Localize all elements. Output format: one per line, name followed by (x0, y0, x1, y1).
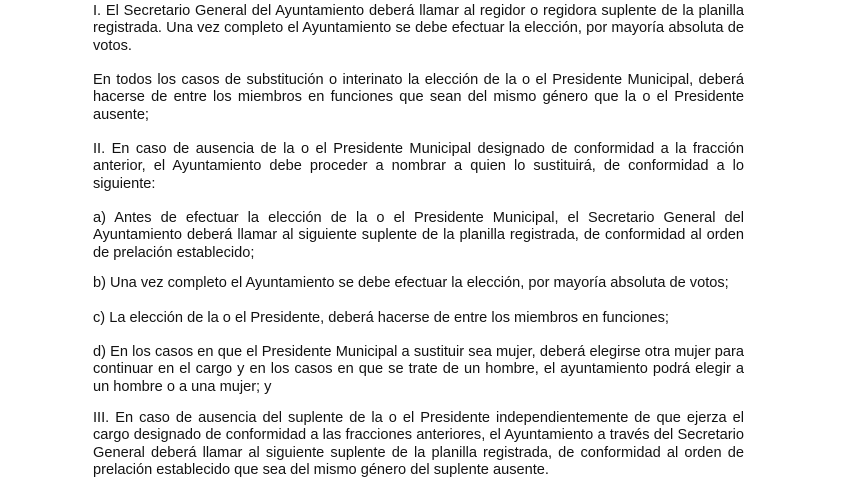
paragraph-inciso-a: a) Antes de efectuar la elección de la o el Presidente Municipal, el Secretario General del Ayuntamiento deberá llamar al siguiente suplente de la planilla registrada, de conformidad al orden de prelación establecido; (93, 210, 744, 261)
paragraph-fraccion-ii: II. En caso de ausencia de la o el Presidente Municipal designado de conformidad a la fracción anterior, el Ayuntamiento debe proceder a nombrar a quien lo sustituirá, de conformidad a lo siguiente: (93, 141, 744, 192)
paragraph-substitucion: En todos los casos de substitución o interinato la elección de la o el Presidente Municipal, deberá hacerse de entre los miembros en funciones que sean del mismo género que la o el Presidente ausente; (93, 72, 744, 123)
paragraph-inciso-b: b) Una vez completo el Ayuntamiento se debe efectuar la elección, por mayoría absoluta de votos; (93, 275, 729, 291)
paragraph-inciso-d: d) En los casos en que el Presidente Municipal a sustituir sea mujer, deberá elegirse otra mujer para continuar en el cargo y en los casos en que se trate de un hombre, el ayuntamiento podrá elegir a un hombre o a una mujer; y (93, 344, 744, 395)
paragraph-fraccion-i: I. El Secretario General del Ayuntamiento deberá llamar al regidor o regidora suplente de la planilla registrada. Una vez completo el Ayuntamiento se debe efectuar la elección, por mayoría absoluta de votos. (93, 3, 744, 54)
paragraph-fraccion-iii: III. En caso de ausencia del suplente de la o el Presidente independientemente de que ejerza el cargo designado de conformidad a las fracciones anteriores, el Ayuntamiento a través del Secretario General deberá llamar al siguiente suplente de la planilla registrada, de conformidad al orden de prelación establecido que sea del mismo género del suplente ausente. (93, 410, 744, 478)
paragraph-inciso-c: c) La elección de la o el Presidente, deberá hacerse de entre los miembros en funciones; (93, 310, 669, 326)
